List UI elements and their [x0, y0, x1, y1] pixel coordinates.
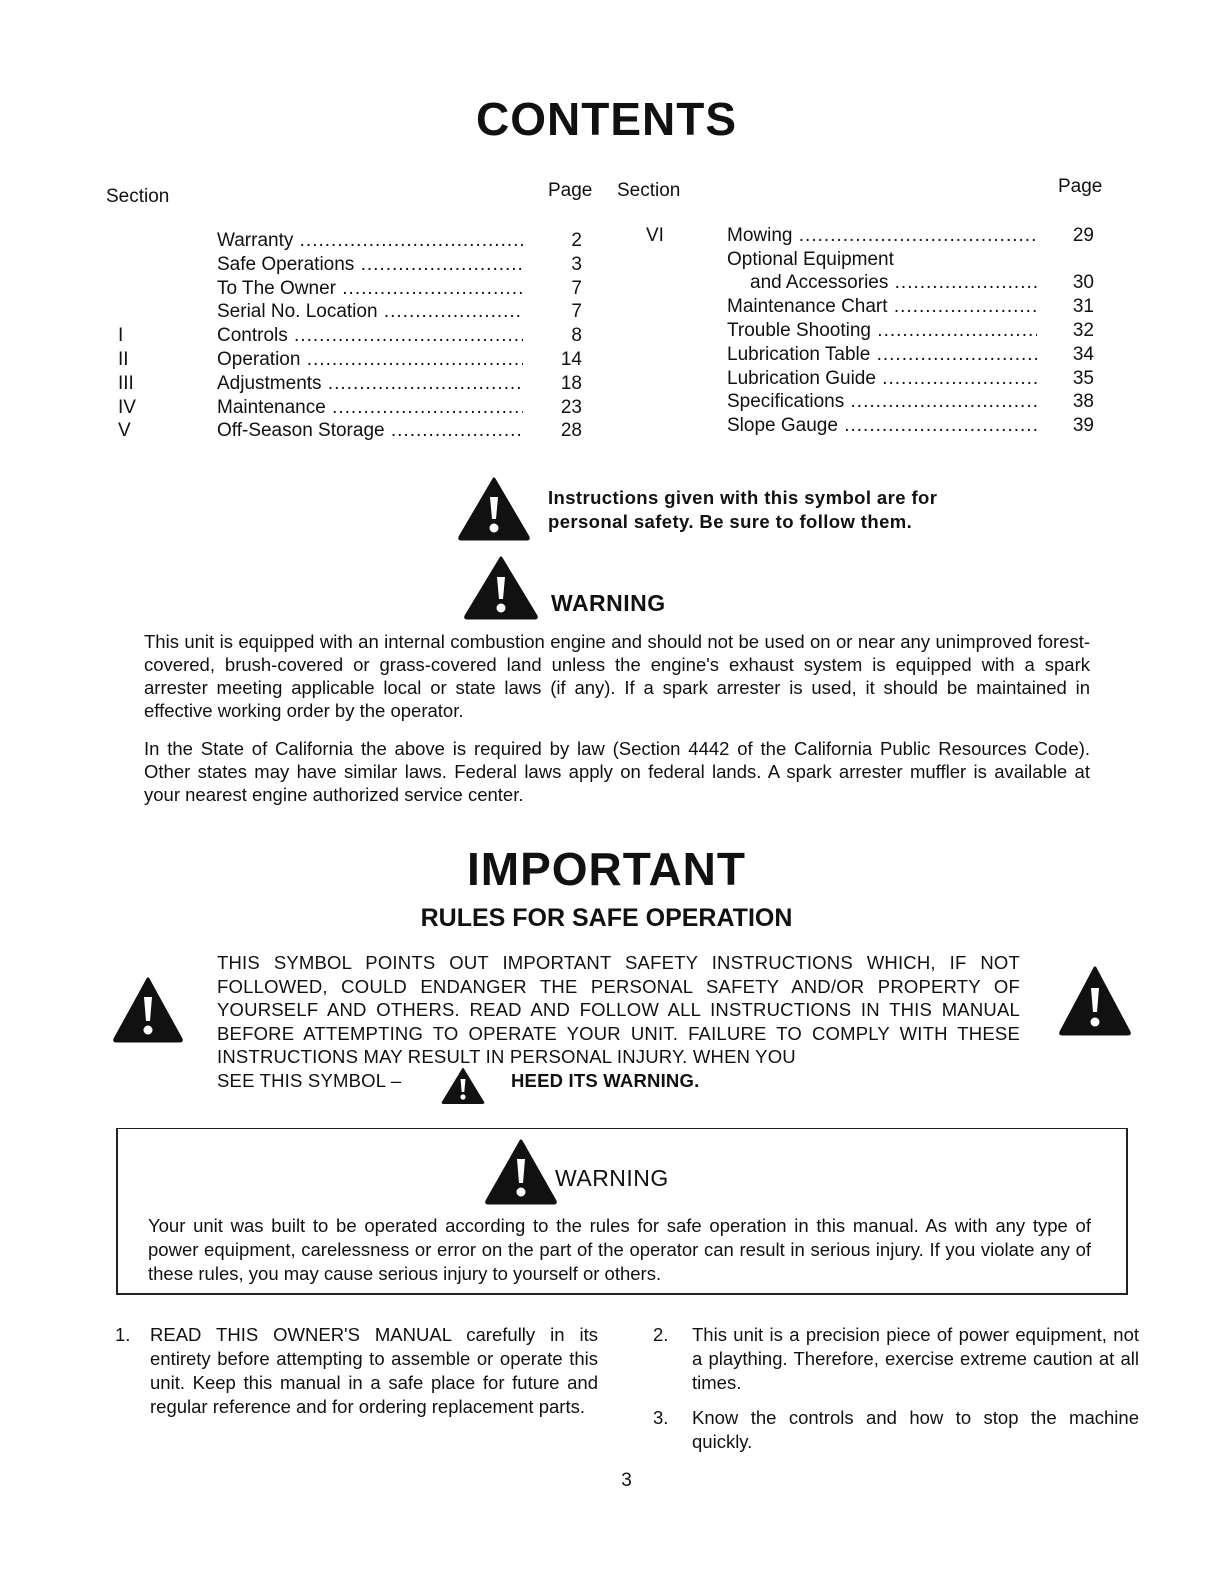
toc-page-number: 7 — [571, 278, 582, 299]
toc-page-number: 32 — [1072, 320, 1094, 341]
toc-entry-title: Mowing ..... — [727, 224, 1037, 248]
toc-page-number: 34 — [1072, 344, 1094, 365]
inline-warning-icon — [441, 1067, 485, 1105]
left-warning-icon — [112, 977, 184, 1043]
toc-page-number: 39 — [1072, 415, 1094, 436]
symbol-note-line: Instructions given with this symbol are for — [548, 487, 938, 508]
toc-entry-title: Slope Gauge ..... — [727, 414, 1037, 438]
toc-entry-title: Specifications ..... — [727, 390, 1037, 414]
heed-warning-text: HEED ITS WARNING. — [511, 1070, 700, 1091]
important-title: IMPORTANT — [466, 843, 746, 895]
right-warning-icon — [1058, 966, 1132, 1036]
toc-entry-title: Lubrication Guide ..... — [727, 367, 1037, 391]
safety-alert-icon — [457, 477, 531, 541]
symbol-note — [548, 486, 937, 534]
warning-paragraph: In the State of California the above is required by law (Section 4442 of the California Public Resources Code). Other states may have similar laws. Federal laws apply on federal lands. A spark arrester muffler is available at your nearest engine authorized service center. — [144, 738, 1090, 805]
toc-page-number: 38 — [1072, 391, 1094, 412]
toc-entry-title: Optional Equipment — [727, 249, 894, 270]
toc-page-number: 2 — [571, 230, 582, 251]
toc-section-number: III — [118, 373, 134, 394]
warning-box-icon — [484, 1139, 558, 1205]
toc-entry-title: Adjustments ..... — [217, 372, 523, 396]
toc-right-section-header: Section — [617, 180, 681, 201]
toc-page-number: 28 — [560, 420, 582, 441]
toc-entry-title: Off-Season Storage ..... — [217, 419, 523, 443]
important-body: THIS SYMBOL POINTS OUT IMPORTANT SAFETY INSTRUCTIONS WHICH, IF NOT FOLLOWED, COULD ENDANGER THE PERSONAL SAFETY AND/OR PROPERTY OF YOURSELF AND OTHERS. READ AND FOLLOW ALL INSTRUCTIONS IN THIS MANUAL BEFORE ATTEMPTING TO OPERATE YOUR UNIT. FAILURE TO COMPLY WITH THESE INSTRUCTIONS MAY RESULT IN PERSONAL INJURY. WHEN YOU — [217, 952, 1020, 1067]
page-number: 3 — [621, 1470, 632, 1491]
toc-entry-title: Lubrication Table ..... — [727, 343, 1037, 367]
toc-page-number: 35 — [1072, 368, 1094, 389]
rule-number: 2. — [653, 1324, 669, 1345]
toc-section-number: IV — [118, 397, 136, 418]
toc-entry-title: Controls ..... — [217, 324, 523, 348]
toc-left-section-header: Section — [106, 186, 170, 207]
toc-entry-title: Maintenance ..... — [217, 396, 523, 420]
toc-section-number: I — [118, 325, 124, 346]
rule-text: Know the controls and how to stop the machine quickly. — [692, 1407, 1139, 1452]
warning-heading: WARNING — [551, 590, 666, 616]
warning-box-text: Your unit was built to be operated according to the rules for safe operation in this manual. As with any type of power equipment, carelessness or error on the part of the operator can result in serious injury. If you violate any of these rules, you may cause serious injury to yourself or others. — [148, 1215, 1091, 1284]
toc-page-number: 7 — [571, 301, 582, 322]
toc-page-number: 18 — [560, 373, 582, 394]
toc-page-number: 29 — [1072, 225, 1094, 246]
rule-text: READ THIS OWNER'S MANUAL carefully in its entirety before attempting to assemble or operate this unit. Keep this manual in a safe place for future and regular reference and for ordering replacement parts. — [150, 1324, 598, 1417]
toc-entry-title: Trouble Shooting ..... — [727, 319, 1037, 343]
toc-section-number: VI — [646, 225, 664, 246]
toc-entry-title: To The Owner ..... — [217, 277, 523, 301]
toc-entry-title: Warranty ..... — [217, 229, 523, 253]
toc-entry-title: Maintenance Chart ..... — [727, 295, 1037, 319]
symbol-note-line: personal safety. Be sure to follow them. — [548, 511, 913, 532]
warning-box-heading: WARNING — [555, 1165, 669, 1191]
toc-page-number: 30 — [1072, 272, 1094, 293]
toc-left-page-header: Page — [548, 180, 593, 201]
rule-number: 3. — [653, 1407, 669, 1428]
toc-right-page-header: Page — [1058, 176, 1103, 197]
rule-number: 1. — [115, 1324, 131, 1345]
toc-entry-title: Operation ..... — [217, 348, 523, 372]
toc-entry-title: Safe Operations ..... — [217, 253, 523, 277]
see-symbol-text: SEE THIS SYMBOL – — [217, 1070, 402, 1091]
toc-page-number: 31 — [1072, 296, 1094, 317]
toc-page-number: 8 — [571, 325, 582, 346]
toc-section-number: V — [118, 420, 131, 441]
rule-text: This unit is a precision piece of power equipment, not a plaything. Therefore, exercise extreme caution at all times. — [692, 1324, 1139, 1393]
toc-page-number: 3 — [571, 254, 582, 275]
contents-title: CONTENTS — [476, 93, 737, 145]
toc-entry-title: and Accessories ..... — [750, 271, 1037, 295]
warning-paragraph: This unit is equipped with an internal combustion engine and should not be used on or near any unimproved forest-covered, brush-covered or grass-covered land unless the engine's exhaust system is equipped with a spark arrester meeting applicable local or state laws (if any). If a spark arrester is used, it should be maintained in effective working order by the operator. — [144, 631, 1090, 721]
toc-page-number: 23 — [560, 397, 582, 418]
toc-page-number: 14 — [560, 349, 582, 370]
toc-entry-title: Serial No. Location ..... — [217, 300, 523, 324]
warning-icon — [463, 556, 539, 620]
toc-section-number: II — [118, 349, 129, 370]
rules-subtitle: RULES FOR SAFE OPERATION — [420, 904, 793, 932]
